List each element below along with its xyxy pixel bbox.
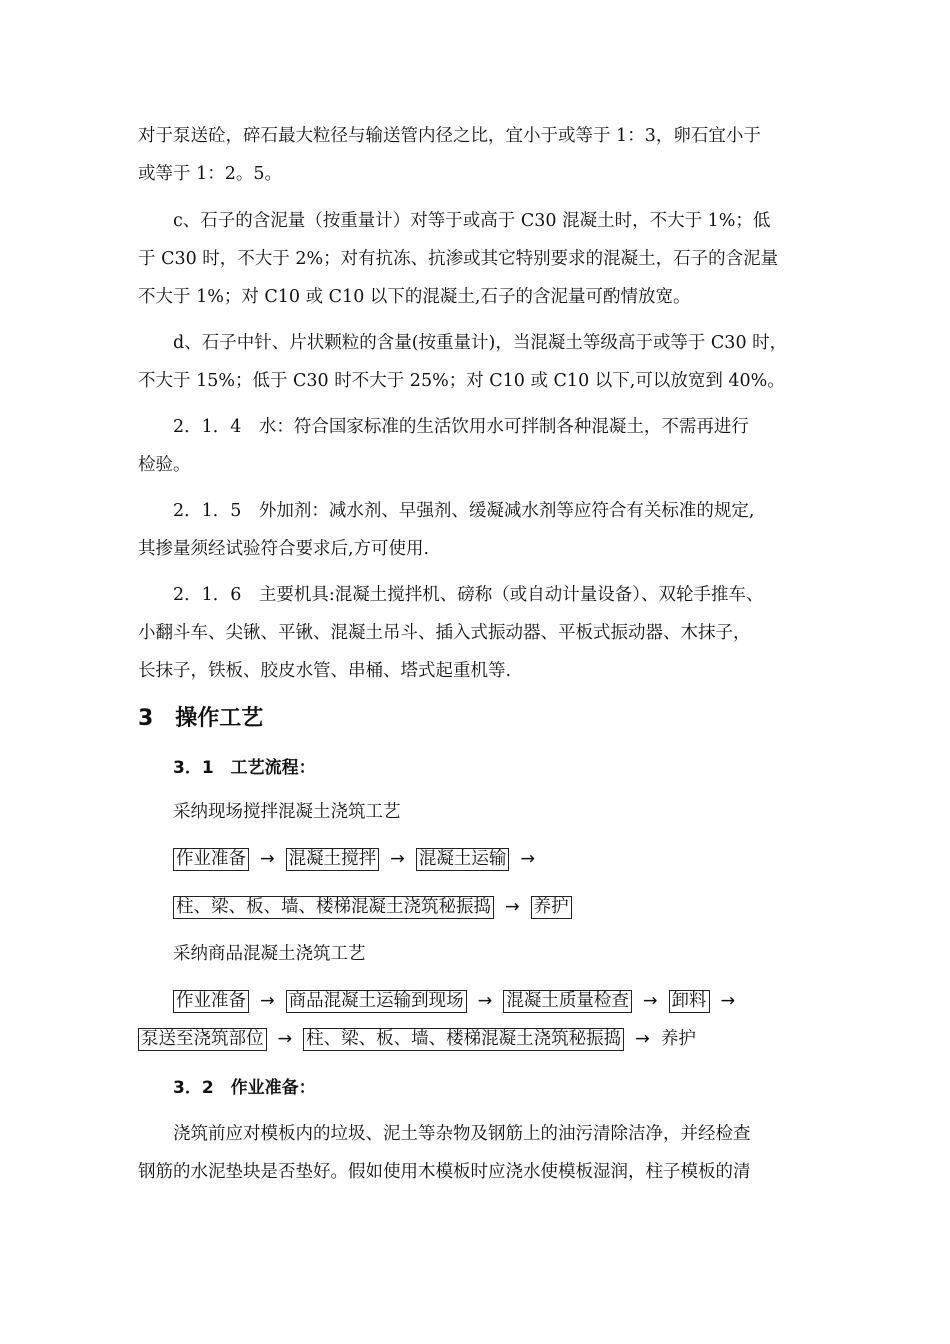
paragraph-line: 不大于 15%；低于 C30 时不大于 25%；对 C10 或 C10 以下,可以放宽到 40%。: [138, 371, 785, 391]
subsection-heading: 3．1 工艺流程：: [173, 758, 316, 778]
flow-step-box: 混凝土搅拌: [286, 848, 380, 871]
flow-step-box: 作业准备: [173, 990, 249, 1013]
paragraph-line: 小翻斗车、尖锹、平锹、混凝土吊斗、插入式振动器、平板式振动器、木抹子，: [138, 623, 751, 643]
arrow-icon: →: [477, 991, 493, 1011]
flow-row: [173, 895, 572, 919]
paragraph-line: 对于泵送砼，碎石最大粒径与输送管内径之比，宜小于或等于 1：3，卵石宜小于: [138, 126, 761, 146]
arrow-icon: →: [260, 849, 275, 869]
flow-step-box: 柱、梁、板、墙、楼梯混凝土浇筑秘振捣: [173, 896, 494, 919]
paragraph-line: 2．1．4 水：符合国家标准的生活饮用水可拌制各种混凝土，不需再进行: [173, 417, 749, 437]
arrow-icon: →: [520, 849, 536, 869]
arrow-icon: →: [505, 897, 520, 917]
flow-step-text: 养护: [660, 1029, 696, 1049]
flow-caption: 采纳现场搅拌混凝土浇筑工艺: [173, 802, 401, 822]
flow-step-box: 商品混凝土运输到现场: [286, 990, 467, 1013]
arrow-icon: →: [277, 1029, 293, 1049]
arrow-icon: →: [390, 849, 405, 869]
arrow-icon: →: [260, 991, 275, 1011]
flow-caption: 采纳商品混凝土浇筑工艺: [173, 944, 366, 964]
arrow-icon: →: [720, 991, 736, 1011]
paragraph-line: 检验。: [138, 455, 191, 475]
paragraph-line: 不大于 1%；对 C10 或 C10 以下的混凝土,石子的含泥量可酌情放宽。: [138, 287, 691, 307]
flow-row: [138, 1027, 696, 1051]
paragraph-line: 其掺量须经试验符合要求后,方可使用.: [138, 539, 430, 559]
paragraph-line: 浇筑前应对模板内的垃圾、泥土等杂物及钢筋上的油污清除洁净，并经检查: [173, 1124, 751, 1144]
paragraph-line: 2．1．6 主要机具:混凝土搅拌机、磅称（或自动计量设备）、双轮手推车、: [173, 585, 764, 605]
flow-step-box: 卸料: [669, 990, 710, 1013]
flow-row: [173, 989, 746, 1013]
paragraph-line: 于 C30 时，不大于 2%；对有抗冻、抗渗或其它特别要求的混凝土，石子的含泥量: [138, 249, 779, 269]
arrow-icon: →: [635, 1029, 650, 1049]
flow-row: [173, 847, 546, 871]
paragraph-line: c、石子的含泥量（按重量计）对等于或高于 C30 混凝土时，不大于 1%；低: [173, 211, 771, 231]
flow-step-box: 混凝土质量检查: [503, 990, 632, 1013]
section-heading: 3 操作工艺: [138, 706, 264, 731]
subsection-heading: 3．2 作业准备：: [173, 1078, 316, 1098]
flow-step-box: 作业准备: [173, 848, 249, 871]
paragraph-line: 长抹子，铁板、胶皮水管、串桶、塔式起重机等.: [138, 661, 512, 681]
arrow-icon: →: [642, 991, 658, 1011]
flow-step-box: 泵送至浇筑部位: [138, 1028, 267, 1051]
paragraph-line: d、石子中针、片状颗粒的含量(按重量计)，当混凝土等级高于或等于 C30 时，: [173, 333, 788, 353]
flow-step-box: 养护: [531, 896, 572, 919]
paragraph-line: 2．1．5 外加剂：减水剂、早强剂、缓凝减水剂等应符合有关标准的规定,: [173, 501, 755, 521]
flow-step-box: 混凝土运输: [416, 848, 510, 871]
paragraph-line: 或等于 1：2。5。: [138, 164, 282, 184]
paragraph-line: 钢筋的水泥垫块是否垫好。假如使用木模板时应浇水使模板湿润，柱子模板的清: [138, 1162, 751, 1182]
flow-step-box: 柱、梁、板、墙、楼梯混凝土浇筑秘振捣: [303, 1028, 624, 1051]
